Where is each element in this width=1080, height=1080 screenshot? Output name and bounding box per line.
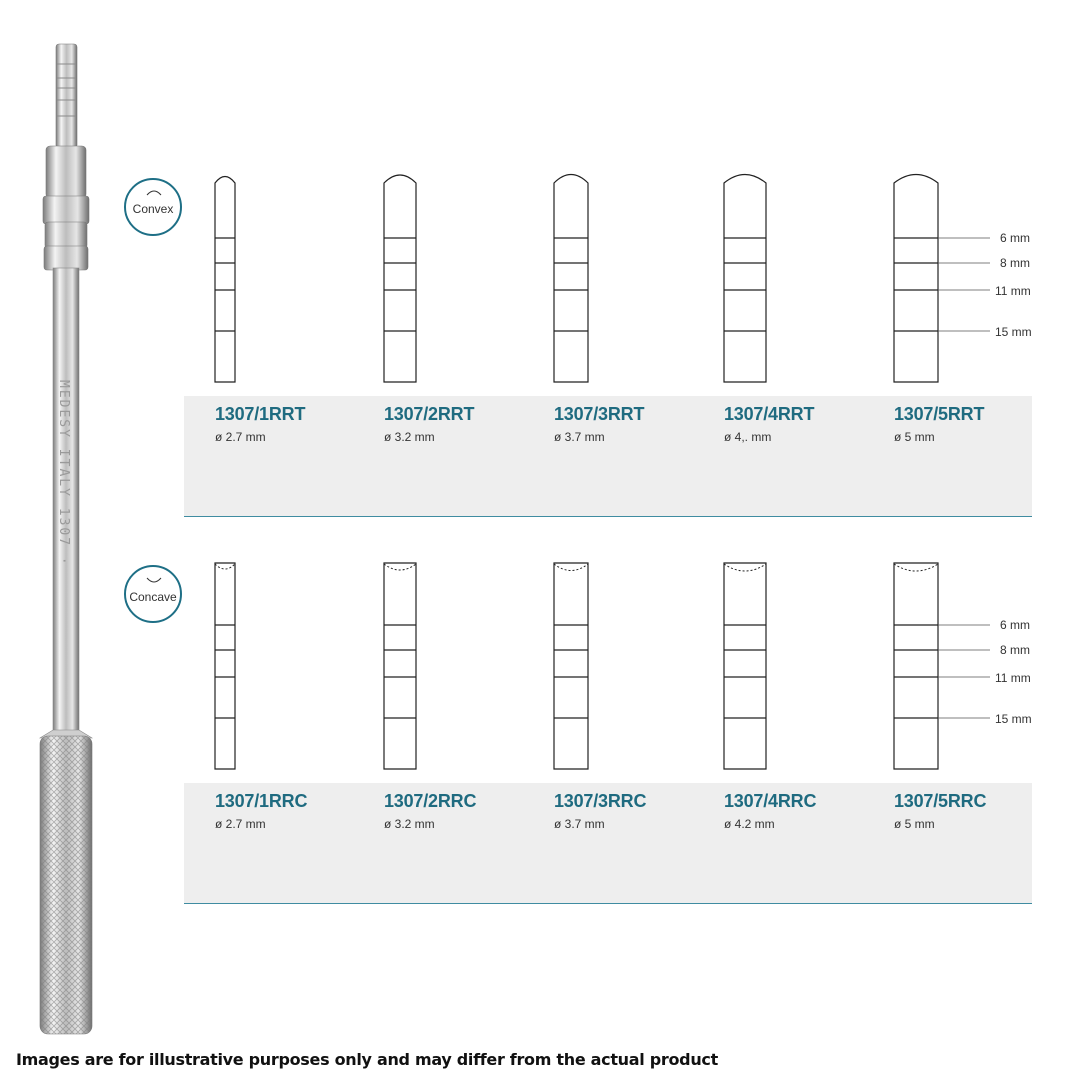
product-diameter: ø 5 mm [894,430,935,444]
product-diameter: ø 3.2 mm [384,817,435,831]
svg-text:MEDESY ITALY 1307 ·: MEDESY ITALY 1307 · [56,380,71,567]
tip-3RRC [554,563,588,769]
depth-label-11mm: 11 mm [995,284,1031,298]
product-code: 1307/3RRC [554,791,647,811]
depth-label-6mm: 6 mm [1000,231,1030,245]
depth-label-8mm: 8 mm [1000,256,1030,270]
product-diameter: ø 4,. mm [724,430,772,444]
product-code: 1307/1RRT [215,404,306,424]
product-code: 1307/3RRT [554,404,645,424]
product-code: 1307/4RRT [724,404,815,424]
tip-5RRC [894,563,938,769]
product-code: 1307/5RRC [894,791,987,811]
convex-badge [124,178,182,236]
depth-label-15mm: 15 mm [995,325,1032,339]
product-code: 1307/5RRT [894,404,985,424]
product-diameter: ø 2.7 mm [215,430,266,444]
product-diameter: ø 4.2 mm [724,817,775,831]
product-code: 1307/1RRC [215,791,308,811]
depth-label-11mm: 11 mm [995,671,1031,685]
concave-arc-icon [146,577,162,585]
product-diameter: ø 3.7 mm [554,817,605,831]
product-diameter: ø 2.7 mm [215,817,266,831]
tip-1RRC [215,563,235,769]
tip-3RRT [554,175,588,383]
tip-2RRC [384,563,416,769]
product-code: 1307/4RRC [724,791,817,811]
depth-label-8mm: 8 mm [1000,643,1030,657]
osteotome-instrument-image [0,0,110,1045]
tip-5RRT [894,175,938,383]
product-diameter: ø 3.7 mm [554,430,605,444]
product-code: 1307/2RRT [384,404,475,424]
convex-label: Convex [132,202,174,216]
tip-1RRT [215,177,235,383]
disclaimer-text: Images are for illustrative purposes only and may differ from the actual product [16,1050,718,1069]
tip-2RRT [384,175,416,382]
tip-4RRC [724,563,766,769]
product-code: 1307/2RRC [384,791,477,811]
concave-label: Concave [129,590,177,604]
product-diameter: ø 5 mm [894,817,935,831]
concave-badge [124,565,182,623]
depth-label-6mm: 6 mm [1000,618,1030,632]
product-diameter: ø 3.2 mm [384,430,435,444]
convex-arc-icon [146,188,162,196]
tip-4RRT [724,175,766,383]
depth-label-15mm: 15 mm [995,712,1032,726]
